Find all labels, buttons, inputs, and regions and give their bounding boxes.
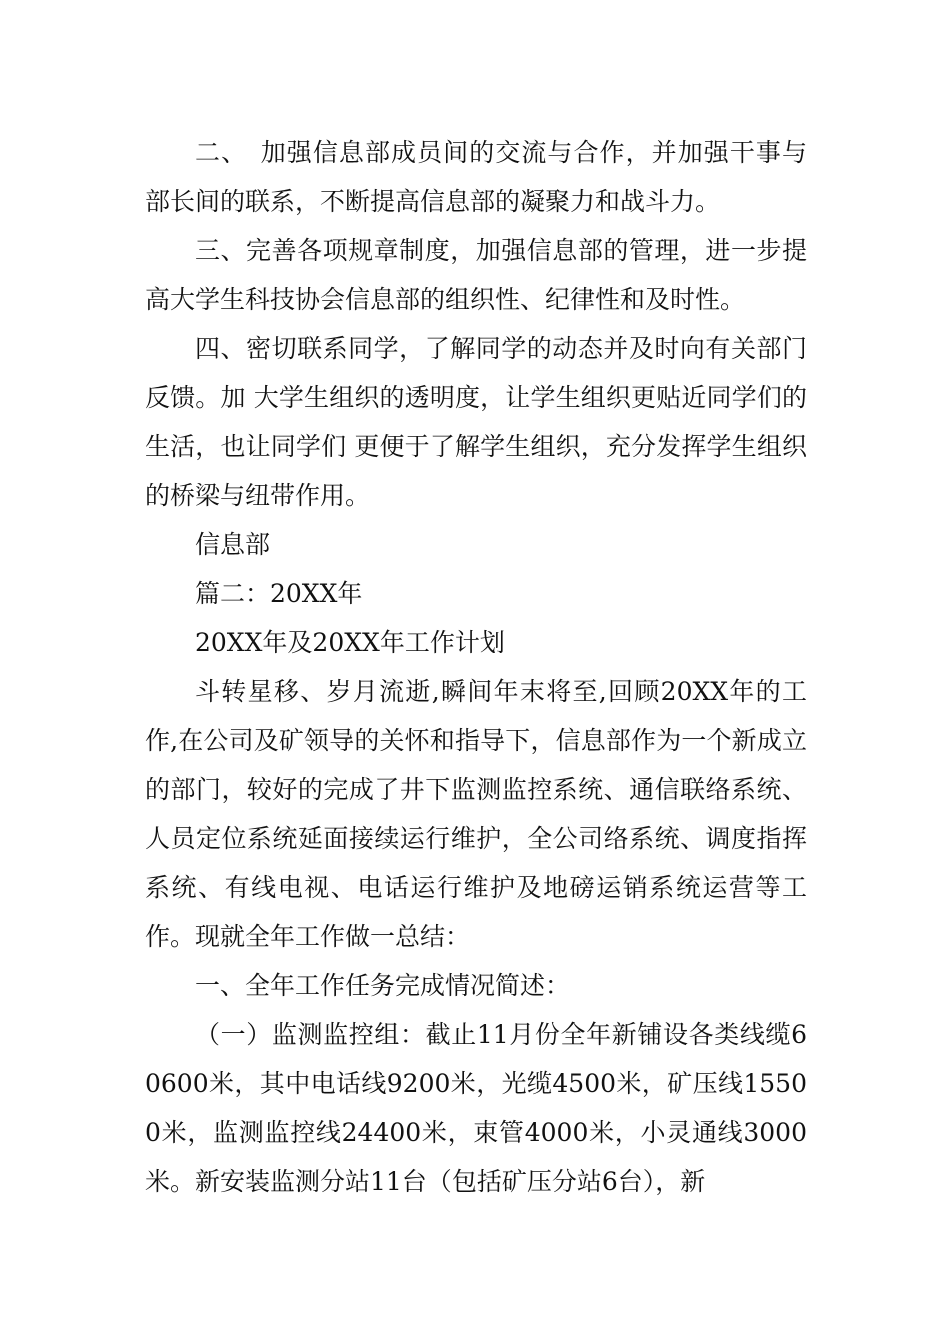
signature-department: 信息部 — [195, 530, 271, 559]
summary-heading: 一、全年工作任务完成情况简述： — [195, 971, 571, 1000]
intro-paragraph: 斗转星移、岁月流逝,瞬间年末将至,回顾20XX年的工作,在公司及矿领导的关怀和指导下，信息部作为一个新成立的部门，较好的完成了井下监测监控系统、通信联络系统、人员定位系统延面接续运行维护，全公司络系统、调度指挥系统、有线电视、电话运行维护及地磅运销系统运营等工作。现就全年工作做一总结： — [145, 677, 807, 951]
paragraph-item-four: 四、密切联系同学，了解同学的动态并及时向有关部门反馈。加 大学生组织的透明度，让学生组织更贴近同学们的生活，也让同学们 更便于了解学生组织，充分发挥学生组织的桥梁与纽带作用。 — [145, 334, 807, 510]
monitoring-group-paragraph: （一）监测监控组：截止11月份全年新铺设各类线缆60600米，其中电话线9200米，光缆4500米，矿压线15500米，监测监控线24400米，束管4000米，小灵通线3000米。新安装监测分站11台（包括矿压分站6台），新 — [145, 1020, 807, 1196]
document-body — [145, 128, 807, 1206]
paragraph-item-two: 二、 加强信息部成员间的交流与合作，并加强干事与部长间的联系，不断提高信息部的凝聚力和战斗力。 — [145, 138, 807, 216]
paragraph-item-three: 三、完善各项规章制度，加强信息部的管理，进一步提高大学生科技协会信息部的组织性、纪律性和及时性。 — [145, 236, 807, 314]
section-heading: 篇二：20XX年 — [195, 579, 363, 608]
document-title: 20XX年及20XX年工作计划 — [195, 628, 505, 657]
